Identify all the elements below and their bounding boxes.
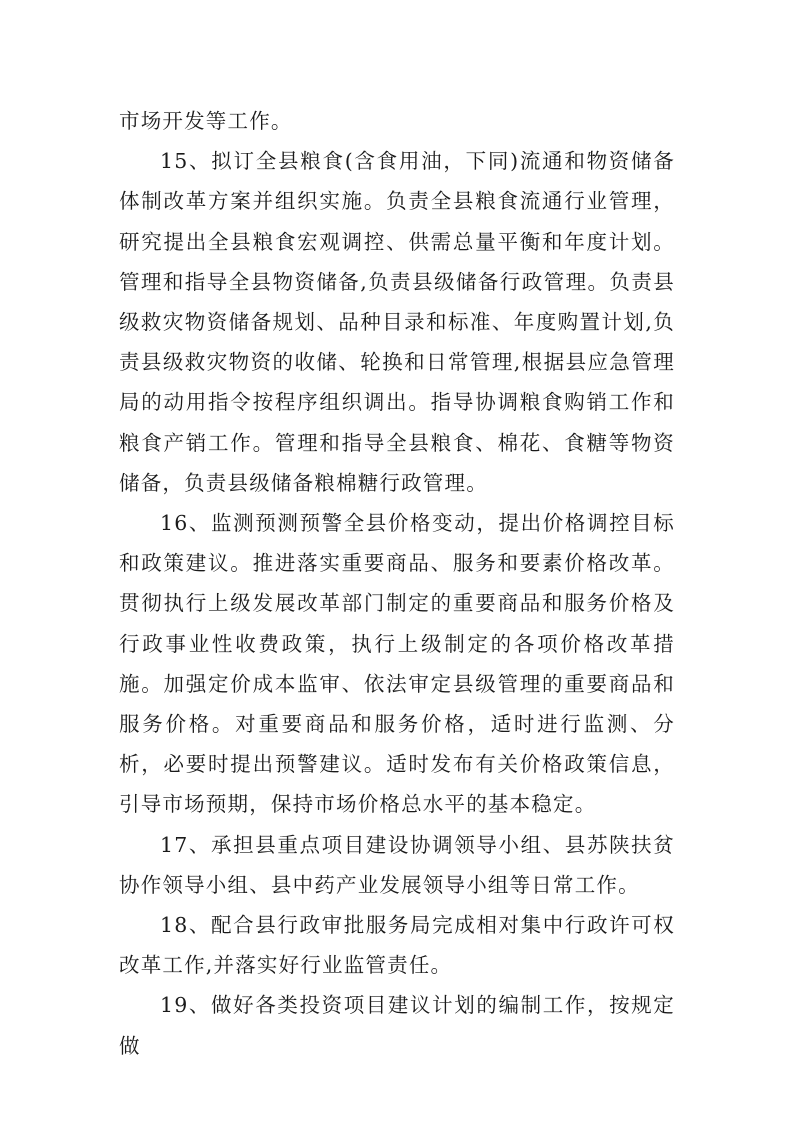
paragraph-item-18: 18、配合县行政审批服务局完成相对集中行政许可权改革工作,并落实好行业监管责任。 xyxy=(119,913,675,978)
paragraph-item-15: 15、拟订全县粮食(含食用油，下同)流通和物资储备体制改革方案并组织实施。负责全县粮食流通行业管理，研究提出全县粮食宏观调控、供需总量平衡和年度计划。管理和指导全县物资储备,负责县级储备行政管理。负责县级救灾物资储备规划、品种目录和标准、年度购置计划,负责县级救灾物资的收储、轮换和日常管理,根据县应急管理局的动用指令按程序组织调出。指导协调粮食购销工作和粮食产销工作。管理和指导全县粮食、棉花、食糖等物资储备，负责县级储备粮棉糖行政管理。 xyxy=(119,149,675,495)
document-body xyxy=(119,101,675,1066)
paragraph-continuation: 市场开发等工作。 xyxy=(119,109,293,133)
paragraph-item-17: 17、承担县重点项目建设协调领导小组、县苏陕扶贫协作领导小组、县中药产业发展领导小组等日常工作。 xyxy=(119,832,675,897)
paragraph-item-19: 19、做好各类投资项目建议计划的编制工作，按规定做 xyxy=(119,993,675,1058)
paragraph-item-16: 16、监测预测预警全县价格变动，提出价格调控目标和政策建议。推进落实重要商品、服务和要素价格改革。贯彻执行上级发展改革部门制定的重要商品和服务价格及行政事业性收费政策，执行上级制定的各项价格改革措施。加强定价成本监审、依法审定县级管理的重要商品和服务价格。对重要商品和服务价格，适时进行监测、分析，必要时提出预警建议。适时发布有关价格政策信息，引导市场预期，保持市场价格总水平的基本稳定。 xyxy=(119,511,675,817)
